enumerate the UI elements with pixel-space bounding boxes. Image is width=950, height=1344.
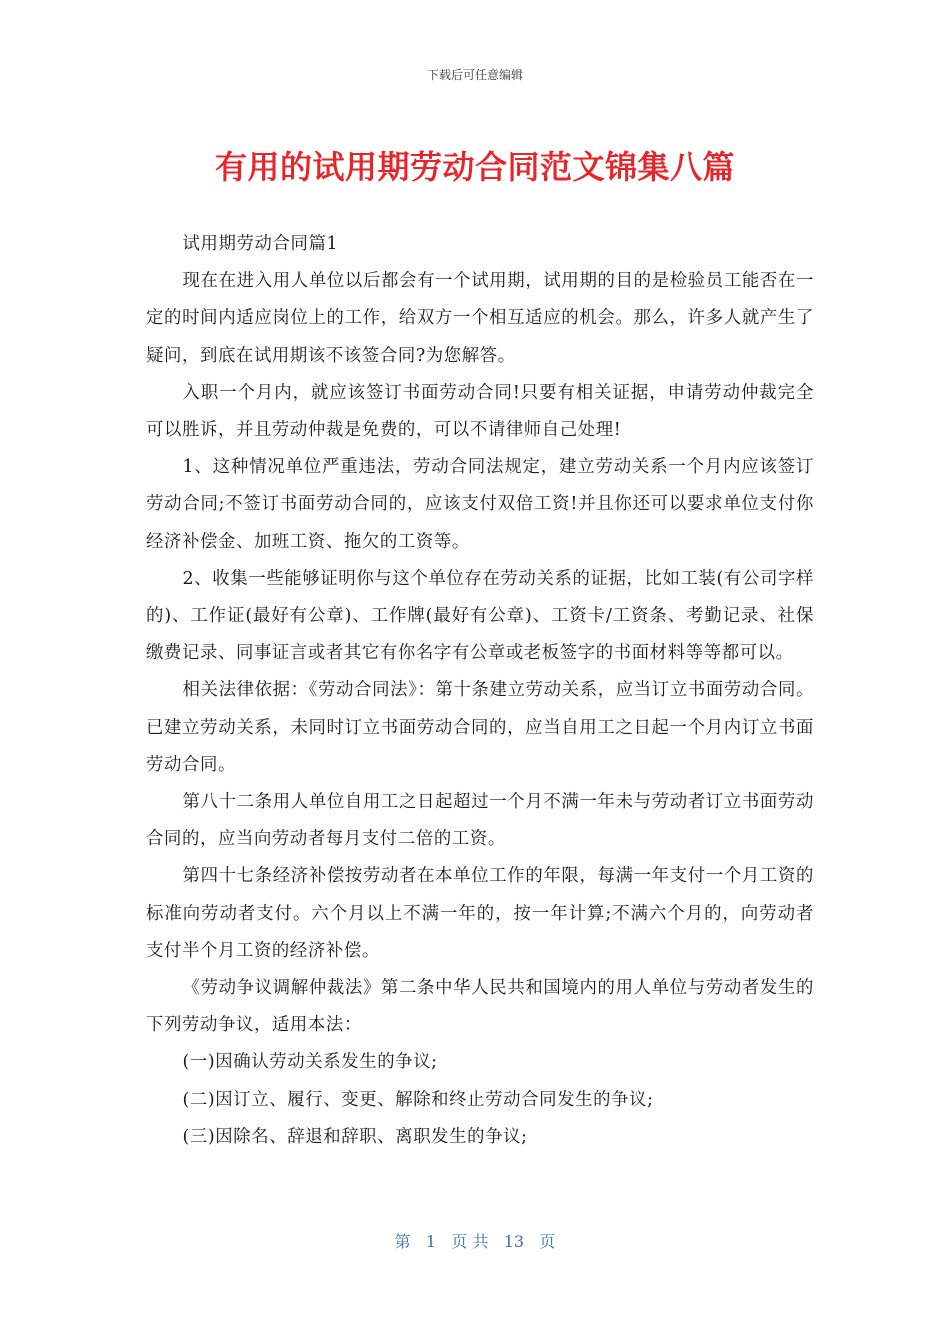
footer-page-end: 页 bbox=[539, 1232, 556, 1251]
list-item: (一)因确认劳动关系发生的争议; bbox=[182, 1052, 438, 1073]
footer-total-pages: 13 bbox=[503, 1232, 525, 1251]
paragraph: 第四十七条经济补偿按劳动者在本单位工作的年限，每满一年支付一个月工资的标准向劳动者支付。六个月以上不满一年的，按一年计算;不满六个月的，向劳动者支付半个月工资的经济补偿。 bbox=[146, 866, 814, 961]
footer-page-word: 第 bbox=[394, 1232, 411, 1251]
paragraph: 第八十二条用人单位自用工之日起超过一个月不满一年未与劳动者订立书面劳动合同的，应当向劳动者每月支付二倍的工资。 bbox=[146, 792, 814, 850]
paragraph: 《劳动争议调解仲裁法》第二条中华人民共和国境内的用人单位与劳动者发生的下列劳动争议，适用本法： bbox=[146, 978, 814, 1036]
list-item: (二)因订立、履行、变更、解除和终止劳动合同发生的争议; bbox=[182, 1089, 654, 1110]
document-title: 有用的试用期劳动合同范文锦集八篇 bbox=[214, 148, 735, 186]
paragraph-section-heading: 试用期劳动合同篇1 bbox=[182, 234, 339, 254]
paragraph: 相关法律依据：《劳动合同法》：第十条建立劳动关系，应当订立书面劳动合同。已建立劳动关系，未同时订立书面劳动合同的，应当自用工之日起一个月内订立书面劳动合同。 bbox=[146, 680, 814, 775]
paragraph: 入职一个月内，就应该签订书面劳动合同!只要有相关证据，申请劳动仲裁完全可以胜诉，并且劳动仲裁是免费的，可以不请律师自己处理! bbox=[146, 382, 814, 441]
header-note: 下载后可任意编辑 bbox=[426, 68, 523, 82]
paragraph: 2、收集一些能够证明你与这个单位存在劳动关系的证据，比如工装(有公司字样的)、工作证(最好有公章)、工作牌(最好有公章)、工资卡/工资条、考勤记录、社保缴费记录、同事证言或者其它有你名字有公章或老板签字的书面材料等等都可以。 bbox=[146, 568, 814, 664]
footer-page-number: 1 bbox=[425, 1232, 437, 1251]
footer-page-mid: 页 共 bbox=[451, 1232, 489, 1251]
list-item: (三)因除名、辞退和辞职、离职发生的争议; bbox=[182, 1126, 528, 1147]
page-footer bbox=[0, 1229, 950, 1252]
document-body bbox=[146, 226, 814, 1156]
paragraph: 1、这种情况单位严重违法，劳动合同法规定，建立劳动关系一个月内应该签订劳动合同;不签订书面劳动合同的，应该支付双倍工资!并且你还可以要求单位支付你经济补偿金、加班工资、拖欠的工资等。 bbox=[146, 457, 814, 552]
paragraph: 现在在进入用人单位以后都会有一个试用期，试用期的目的是检验员工能否在一定的时间内适应岗位上的工作，给双方一个相互适应的机会。那么，许多人就产生了疑问，到底在试用期该不该签合同?为您解答。 bbox=[146, 271, 814, 366]
